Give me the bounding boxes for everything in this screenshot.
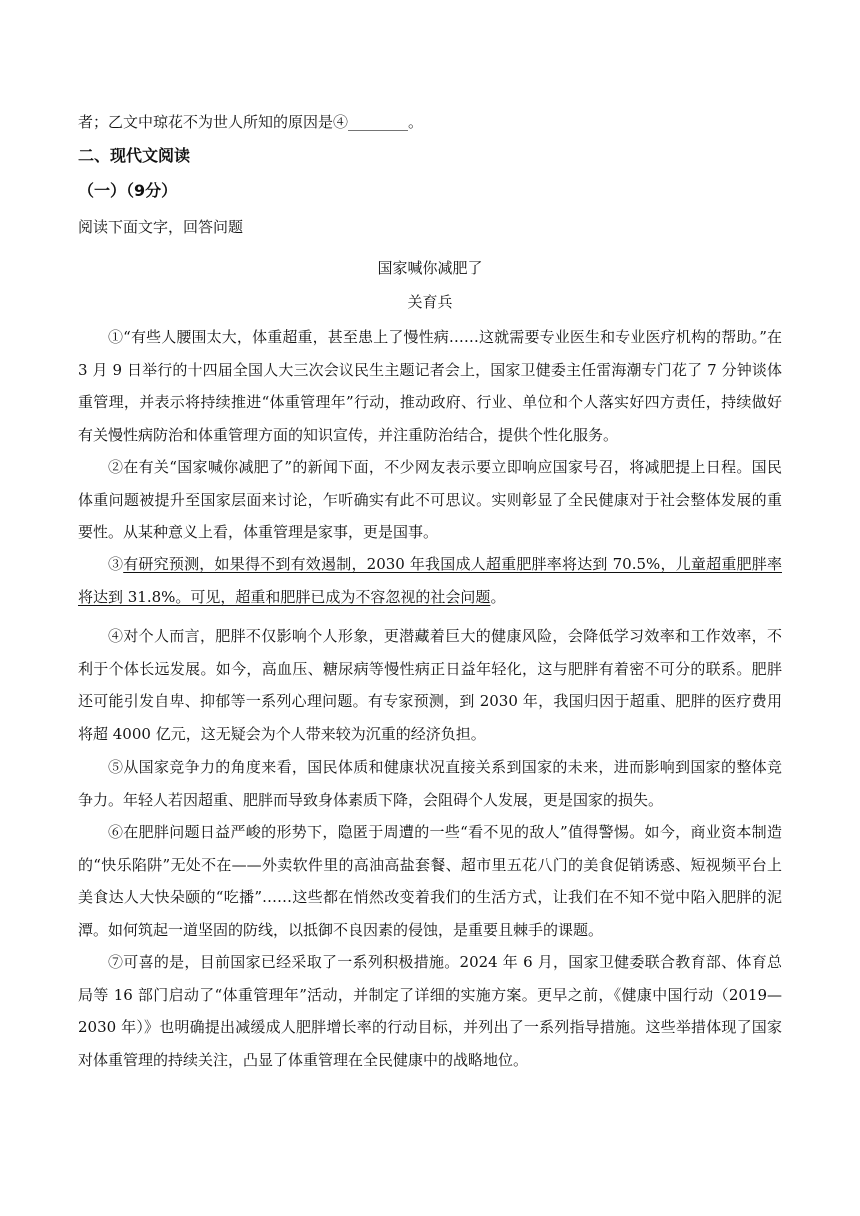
section-heading: 二、现代文阅读 [78,146,191,165]
paragraph-3-number: ③ [108,555,124,573]
paragraph-3 [78,548,782,613]
article-title: 国家喊你减肥了 [377,259,483,277]
article-author: 关育兵 [407,293,453,311]
question-continuation-line: 者；乙文中琼花不为世人所知的原因是④________。 [78,113,424,131]
paragraph-4: ④对个人而言，肥胖不仅影响个人形象，更潜藏着巨大的健康风险，会降低学习效率和工作效率，不利于个体长远发展。如今，高血压、糖尿病等慢性病正日益年轻化，这与肥胖有着密不可分的联系。肥胖还可能引发自卑、抑郁等一系列心理问题。有专家预测，到 2030 年，我国归因于超重、肥胖的医疗费用将超 4000 亿元，这无疑会为个人带来较为沉重的经济负担。 [78,627,782,743]
paragraph-1: ①“有些人腰围太大，体重超重，甚至患上了慢性病……这就需要专业医生和专业医疗机构的帮助。”在 3 月 9 日举行的十四届全国人大三次会议民生主题记者会上，国家卫健委主任雷海潮专门花了 7 分钟谈体重管理，并表示将持续推进“体重管理年”行动，推动政府、行业、单位和个人落实好四方责任，持续做好有关慢性病防治和体重管理方面的知识宣传，并注重防治结合，提供个性化服务。 [78,328,782,444]
paragraph-5: ⑤从国家竞争力的角度来看，国民体质和健康状况直接关系到国家的未来，进而影响到国家的整体竞争力。年轻人若因超重、肥胖而导致身体素质下降，会阻碍个人发展，更是国家的损失。 [78,758,782,809]
paragraph-2: ②在有关“国家喊你减肥了”的新闻下面，不少网友表示要立即响应国家号召，将减肥提上日程。国民体重问题被提升至国家层面来讨论，乍听确实有此不可思议。实则彰显了全民健康对于社会整体发展的重要性。从某种意义上看，体重管理是家事，更是国事。 [78,458,782,541]
paragraph-7: ⑦可喜的是，目前国家已经采取了一系列积极措施。2024 年 6 月，国家卫健委联合教育部、体育总局等 16 部门启动了“体重管理年”活动，并制定了详细的实施方案。更早之前，《健康中国行动（2019—2030 年）》也明确提出减缓成人肥胖增长率的行动目标，并列出了一系列指导措施。这些举措体现了国家对体重管理的持续关注，凸显了体重管理在全民健康中的战略地位。 [78,953,782,1069]
reading-instruction: 阅读下面文字，回答问题 [78,218,244,236]
subsection-heading: （一）（9分） [78,181,178,200]
paragraph-3-end: 。 [490,587,506,606]
underlined-sentence: 有研究预测，如果得不到有效遏制，2030 年我国成人超重肥胖率将达到 70.5%，儿童超重肥胖率将达到 31.8%。可见，超重和肥胖已成为不容忽视的社会问题 [78,555,782,606]
paragraph-6: ⑥在肥胖问题日益严峻的形势下，隐匿于周遭的一些“看不见的敌人”值得警惕。如今，商业资本制造的“快乐陷阱”无处不在——外卖软件里的高油高盐套餐、超市里五花八门的美食促销诱惑、短视频平台上美食达人大快朵颐的“吃播”……这些都在悄然改变着我们的生活方式，让我们在不知不觉中陷入肥胖的泥潭。如何筑起一道坚固的防线，以抵御不良因素的侵蚀，是重要且棘手的课题。 [78,823,782,939]
